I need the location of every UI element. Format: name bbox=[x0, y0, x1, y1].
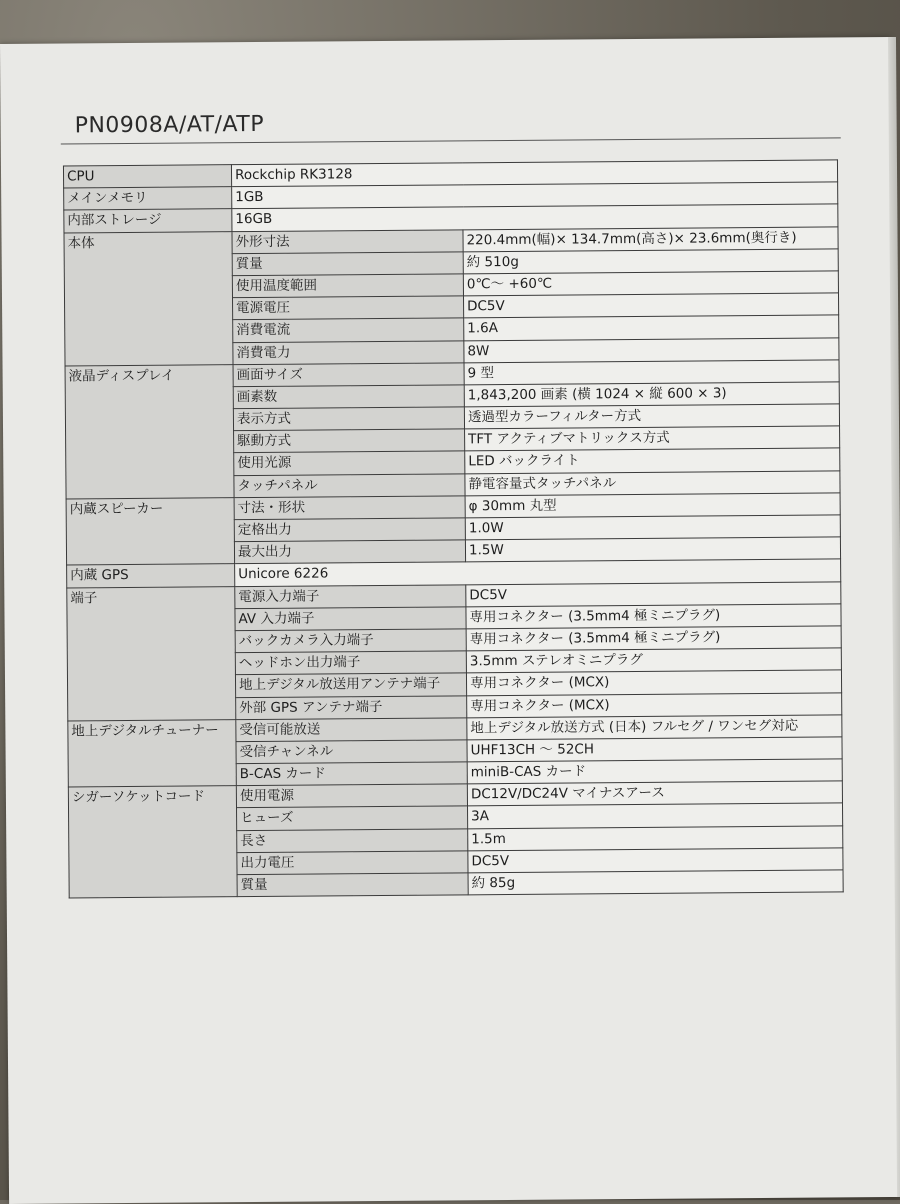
spec-value: 0℃～ +60℃ bbox=[463, 271, 838, 296]
spec-item: 地上デジタル放送用アンテナ端子 bbox=[235, 673, 466, 697]
spec-value: miniB-CAS カード bbox=[467, 759, 842, 784]
spec-value: Unicore 6226 bbox=[235, 559, 841, 586]
spec-item: 画素数 bbox=[233, 385, 464, 409]
spec-category: CPU bbox=[63, 165, 231, 189]
spec-item: 使用電源 bbox=[236, 784, 467, 808]
spec-value: 1.5m bbox=[468, 826, 843, 851]
title-rule bbox=[61, 137, 841, 144]
spec-item: B-CAS カード bbox=[236, 762, 467, 786]
spec-value: 専用コネクター (MCX) bbox=[467, 692, 842, 717]
spec-item: 外部 GPS アンテナ端子 bbox=[236, 695, 467, 719]
spec-value: 透過型カラーフィルター方式 bbox=[464, 404, 839, 429]
spec-value: 1GB bbox=[232, 182, 838, 209]
spec-item: 表示方式 bbox=[233, 407, 464, 431]
spec-value: 約 85g bbox=[468, 870, 843, 895]
spec-item: 最大出力 bbox=[234, 540, 465, 564]
spec-category: 内部ストレージ bbox=[64, 209, 232, 233]
spec-item: 駆動方式 bbox=[234, 429, 465, 453]
spec-item: 質量 bbox=[232, 252, 463, 276]
spec-item: 受信可能放送 bbox=[236, 718, 467, 742]
spec-item: バックカメラ入力端子 bbox=[235, 629, 466, 653]
page-title: PN0908A/AT/ATP bbox=[74, 111, 265, 139]
spec-item: 寸法・形状 bbox=[234, 496, 465, 520]
spec-category: 本体 bbox=[64, 231, 233, 365]
spec-value: 3.5mm ステレオミニプラグ bbox=[466, 648, 841, 673]
spec-item: 受信チャンネル bbox=[236, 740, 467, 764]
spec-item: 質量 bbox=[237, 873, 468, 897]
spec-value: φ 30mm 丸型 bbox=[465, 493, 840, 518]
spec-item: 長さ bbox=[237, 828, 468, 852]
spec-category: メインメモリ bbox=[64, 187, 232, 211]
spec-value: 1.6A bbox=[464, 315, 839, 340]
spec-table bbox=[63, 159, 844, 898]
spec-category: 端子 bbox=[67, 586, 236, 720]
spec-value: DC5V bbox=[466, 581, 841, 606]
spec-item: 定格出力 bbox=[234, 518, 465, 542]
spec-value: LED バックライト bbox=[465, 448, 840, 473]
spec-item: 電源電圧 bbox=[233, 296, 464, 320]
spec-value: DC5V bbox=[463, 293, 838, 318]
spec-value: DC12V/DC24V マイナスアース bbox=[467, 781, 842, 806]
spec-value: 専用コネクター (MCX) bbox=[466, 670, 841, 695]
spec-value: 1,843,200 画素 (横 1024 × 縦 600 × 3) bbox=[464, 382, 839, 407]
spec-item: 外形寸法 bbox=[232, 229, 463, 253]
spec-item: 消費電力 bbox=[233, 340, 464, 364]
spec-value: 約 510g bbox=[463, 249, 838, 274]
spec-value: TFT アクティブマトリックス方式 bbox=[465, 426, 840, 451]
spec-category: 地上デジタルチューナー bbox=[68, 719, 237, 787]
manual-page bbox=[0, 37, 899, 1204]
spec-item: 使用温度範囲 bbox=[232, 274, 463, 298]
spec-value: 9 型 bbox=[464, 360, 839, 385]
spec-value: 16GB bbox=[232, 204, 838, 231]
spec-table-body bbox=[63, 160, 843, 898]
spec-value: 静電容量式タッチパネル bbox=[465, 471, 840, 496]
spec-item: AV 入力端子 bbox=[235, 607, 466, 631]
spec-category: 内蔵 GPS bbox=[67, 564, 235, 588]
spec-item: 画面サイズ bbox=[233, 363, 464, 387]
spec-item: ヘッドホン出力端子 bbox=[235, 651, 466, 675]
spec-value: 専用コネクター (3.5mm4 極ミニプラグ) bbox=[466, 626, 841, 651]
spec-value: 地上デジタル放送方式 (日本) フルセグ / ワンセグ対応 bbox=[467, 715, 842, 740]
spec-item: 電源入力端子 bbox=[235, 584, 466, 608]
spec-value: 3A bbox=[468, 803, 843, 828]
spec-value: DC5V bbox=[468, 848, 843, 873]
spec-item: 使用光源 bbox=[234, 451, 465, 475]
spec-value: 1.0W bbox=[465, 515, 840, 540]
spec-item: ヒューズ bbox=[237, 806, 468, 830]
spec-category: 液晶ディスプレイ bbox=[65, 364, 234, 498]
spec-item: 消費電流 bbox=[233, 318, 464, 342]
spec-item: 出力電圧 bbox=[237, 851, 468, 875]
spec-category: 内蔵スピーカー bbox=[66, 497, 235, 565]
spec-value: 8W bbox=[464, 337, 839, 362]
spec-value: 専用コネクター (3.5mm4 極ミニプラグ) bbox=[466, 604, 841, 629]
spec-value: Rockchip RK3128 bbox=[231, 160, 837, 187]
spec-category: シガーソケットコード bbox=[68, 786, 237, 898]
spec-value: UHF13CH ～ 52CH bbox=[467, 737, 842, 762]
spec-item: タッチパネル bbox=[234, 473, 465, 497]
spec-value: 1.5W bbox=[465, 537, 840, 562]
spec-value: 220.4mm(幅)× 134.7mm(高さ)× 23.6mm(奥行き) bbox=[463, 226, 838, 251]
